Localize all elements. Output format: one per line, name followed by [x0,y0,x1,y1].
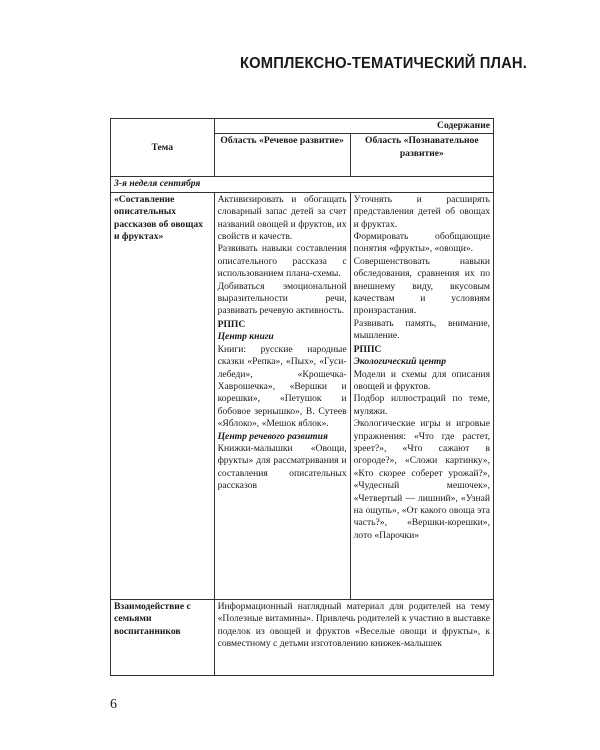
page-title: КОМПЛЕКСНО-ТЕМАТИЧЕСКИЙ ПЛАН. [240,55,527,72]
speech-center-text: Книжки-малышки «Овощи, фрукты» для рассматривания и составления описательных рассказов [217,442,347,492]
speech-area-cell [214,192,350,599]
cognitive-goal: Формировать обобщающие понятия «фрукты», «овощи». [353,231,490,255]
speech-area-header: Область «Речевое развитие» [214,134,350,177]
ecology-center-item: Экологические игры и игровые упражнения: «Что где растет, зреет?», «Что сажают в огороде?», «Сложи картинку», «Кто скорее соберет урожай?», «Чудесный мешочек», «Четвертый — лишний», «Узнай на ощупь», «От какого овоща эта часть?», «Вершки-корешки», лото «Парочки» [353,418,490,541]
speech-goal: Развивать навыки составления описательного рассказа с использованием плана-схемы. [217,243,347,280]
family-label-cell: Взаимодействие с семьями воспитанников [111,599,215,675]
book-center-text: Книги: русские народные сказки «Репка», «Пых», «Гуси-лебеди», «Крошечка-Хаврошечка», «Вершки и корешки», «Петушок и бобовое зернышко», В. Сутеев «Яблоко», «Мешок яблок». [217,343,347,430]
cognitive-area-header: Область «Познавательное развитие» [350,134,493,177]
cognitive-goal: Совершенствовать навыки обследования, сравнения их по внешнему виду, вкусовым качествам и условиям произрастания. [353,255,490,317]
speech-center-label: Центр речевого развития [217,430,328,442]
speech-goal: Добиваться эмоциональной выразительности речи, развивать речевую активность. [217,280,347,317]
family-text-cell: Информационный наглядный материал для родителей на тему «Полезные витамины». Привлечь родителей к участию в выставке поделок из овощей и фруктов «Веселые овощи и фрукты», к совместному с детьми изготовлению книжек-малышек [214,599,493,675]
book-center-label: Центр книги [217,331,274,343]
content-column-header: Содержание [214,119,493,134]
speech-goal: Активизировать и обогащать словарный запас детей за счет названий овощей и фруктов, их свойств и качеств. [217,193,347,243]
week-label: 3-я неделя сентября [111,177,494,192]
cognitive-goal: Уточнять и расширять представления детей об овощах и фруктах. [353,193,490,230]
speech-rpps-label: РППС [217,318,246,330]
ecology-center-label: Экологический центр [353,356,447,368]
ecology-center-item: Модели и схемы для описания овощей и фруктов. [353,368,490,392]
cognitive-rpps-label: РППС [353,343,382,355]
ecology-center-item: Подбор иллюстраций по теме, муляжи. [353,393,490,417]
topic-cell: «Составление описательных рассказов об овощах и фруктах» [111,192,215,599]
page-number: 6 [110,697,117,712]
cognitive-goal: Развивать память, внимание, мышление. [353,317,490,342]
cognitive-area-cell [350,192,493,599]
topic-column-header: Тема [111,119,215,177]
thematic-plan-table [110,118,494,676]
